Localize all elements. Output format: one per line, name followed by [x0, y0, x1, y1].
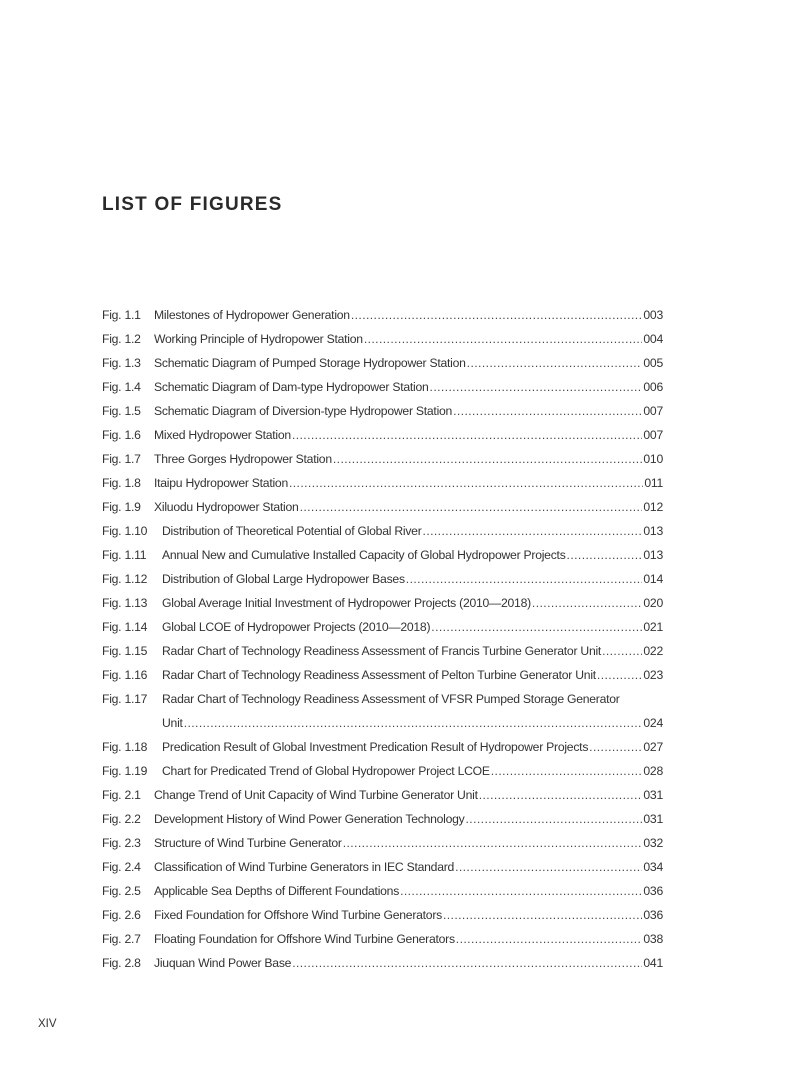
- dot-leader: [364, 332, 643, 346]
- figure-title: Change Trend of Unit Capacity of Wind Turbine Generator Unit: [154, 788, 478, 802]
- figure-label: Fig. 2.4: [102, 860, 141, 874]
- dot-leader: [406, 572, 643, 586]
- figure-label: Fig. 2.7: [102, 932, 141, 946]
- figure-label: Fig. 1.3: [102, 356, 141, 370]
- figure-label: Fig. 1.1: [102, 308, 141, 322]
- list-item[interactable]: [102, 668, 663, 692]
- list-item[interactable]: [102, 836, 663, 860]
- figure-title: Three Gorges Hydropower Station: [154, 452, 332, 466]
- list-item[interactable]: [102, 596, 663, 620]
- figure-title: Classification of Wind Turbine Generators in IEC Standard: [154, 860, 455, 874]
- figure-page: 003: [643, 308, 663, 322]
- dot-leader: [466, 812, 643, 826]
- figure-label: Fig. 2.2: [102, 812, 141, 826]
- figure-label: Fig. 1.6: [102, 428, 141, 442]
- figure-title: Applicable Sea Depths of Different Foundations: [154, 884, 400, 898]
- dot-leader: [292, 428, 642, 442]
- figure-page: 007: [643, 404, 663, 418]
- figure-label: Fig. 2.3: [102, 836, 141, 850]
- figure-label: Fig. 2.6: [102, 908, 141, 922]
- list-item[interactable]: [102, 908, 663, 932]
- figure-title: Global Average Initial Investment of Hydropower Projects (2010—2018): [162, 596, 531, 610]
- dot-leader: [431, 620, 642, 634]
- page-number: XIV: [38, 1018, 57, 1030]
- figure-page: 036: [643, 884, 663, 898]
- figure-title: Mixed Hydropower Station: [154, 428, 291, 442]
- figure-page: 012: [643, 500, 663, 514]
- figure-label: Fig. 1.9: [102, 500, 141, 514]
- figure-page: 024: [643, 716, 663, 730]
- dot-leader: [400, 884, 642, 898]
- figure-title: Structure of Wind Turbine Generator: [154, 836, 342, 850]
- figure-label: Fig. 1.4: [102, 380, 141, 394]
- figure-label: Fig. 1.17: [102, 692, 148, 706]
- dot-leader: [300, 500, 643, 514]
- list-item[interactable]: [102, 692, 663, 716]
- figure-title: Global LCOE of Hydropower Projects (2010—2018): [162, 620, 431, 634]
- figure-label: Fig. 2.5: [102, 884, 141, 898]
- dot-leader: [289, 476, 643, 490]
- list-item[interactable]: [102, 860, 663, 884]
- list-item[interactable]: [102, 452, 663, 476]
- figure-title: Radar Chart of Technology Readiness Assessment of Francis Turbine Generator Unit: [162, 644, 602, 658]
- dot-leader: [443, 908, 642, 922]
- list-item[interactable]: [102, 548, 663, 572]
- dot-leader: [602, 644, 642, 658]
- figure-label: Fig. 1.7: [102, 452, 141, 466]
- figure-label: Fig. 1.12: [102, 572, 148, 586]
- figure-page: 038: [643, 932, 663, 946]
- figure-label: Fig. 1.11: [102, 548, 147, 562]
- dot-leader: [343, 836, 643, 850]
- figure-label: Fig. 1.14: [102, 620, 148, 634]
- list-item[interactable]: [102, 428, 663, 452]
- figure-page: 023: [643, 668, 663, 682]
- figure-list: [102, 308, 663, 980]
- figure-page: 011: [644, 476, 663, 490]
- figure-title: Chart for Predicated Trend of Global Hydropower Project LCOE: [162, 764, 490, 778]
- figure-label: Fig. 2.1: [102, 788, 141, 802]
- list-item[interactable]: [102, 308, 663, 332]
- figure-page: 032: [643, 836, 663, 850]
- figure-title: Schematic Diagram of Pumped Storage Hydropower Station: [154, 356, 466, 370]
- list-item[interactable]: [102, 884, 663, 908]
- figure-label: Fig. 1.5: [102, 404, 141, 418]
- figure-title-continuation: Unit: [162, 716, 183, 730]
- figure-title: Floating Foundation for Offshore Wind Turbine Generators: [154, 932, 455, 946]
- figure-title: Development History of Wind Power Generation Technology: [154, 812, 465, 826]
- figure-title: Jiuquan Wind Power Base: [154, 956, 292, 970]
- list-item[interactable]: [102, 380, 663, 404]
- list-item[interactable]: [102, 404, 663, 428]
- dot-leader: [453, 404, 642, 418]
- figure-title: Schematic Diagram of Dam-type Hydropower Station: [154, 380, 429, 394]
- list-item[interactable]: [102, 356, 663, 380]
- figure-title: Radar Chart of Technology Readiness Assessment of VFSR Pumped Storage Generator: [162, 692, 620, 706]
- figure-label: Fig. 1.2: [102, 332, 141, 346]
- figure-page: 034: [643, 860, 663, 874]
- list-item[interactable]: [102, 788, 663, 812]
- figure-page: 006: [643, 380, 663, 394]
- list-item[interactable]: [102, 932, 663, 956]
- page-title: LIST OF FIGURES: [102, 194, 283, 215]
- figure-title: Working Principle of Hydropower Station: [154, 332, 363, 346]
- figure-title: Milestones of Hydropower Generation: [154, 308, 350, 322]
- list-item[interactable]: [102, 476, 663, 500]
- dot-leader: [423, 524, 643, 538]
- dot-leader: [455, 860, 642, 874]
- dot-leader: [456, 932, 643, 946]
- dot-leader: [491, 764, 643, 778]
- figure-page: 022: [643, 644, 663, 658]
- figure-title: Schematic Diagram of Diversion-type Hydropower Station: [154, 404, 453, 418]
- figure-page: 010: [643, 452, 663, 466]
- figure-page: 004: [643, 332, 663, 346]
- figure-page: 027: [643, 740, 663, 754]
- figure-label: Fig. 1.8: [102, 476, 141, 490]
- list-item-continuation[interactable]: [102, 716, 663, 740]
- list-item[interactable]: [102, 764, 663, 788]
- figure-title: Radar Chart of Technology Readiness Assessment of Pelton Turbine Generator Unit: [162, 668, 596, 682]
- figure-page: 031: [643, 812, 663, 826]
- figure-page: 041: [643, 956, 663, 970]
- figure-label: Fig. 1.13: [102, 596, 148, 610]
- dot-leader: [184, 716, 643, 730]
- figure-page: 005: [643, 356, 663, 370]
- figure-title: Distribution of Global Large Hydropower Bases: [162, 572, 405, 586]
- list-item[interactable]: [102, 644, 663, 668]
- figure-page: 028: [643, 764, 663, 778]
- list-item[interactable]: [102, 572, 663, 596]
- figure-title: Annual New and Cumulative Installed Capacity of Global Hydropower Projects: [162, 548, 566, 562]
- figure-label: Fig. 2.8: [102, 956, 141, 970]
- figure-title: Predication Result of Global Investment Predication Result of Hydropower Projects: [162, 740, 589, 754]
- list-item[interactable]: [102, 524, 663, 548]
- dot-leader: [430, 380, 643, 394]
- figure-page: 021: [643, 620, 663, 634]
- figure-page: 020: [643, 596, 663, 610]
- figure-label: Fig. 1.15: [102, 644, 148, 658]
- figure-label: Fig. 1.16: [102, 668, 148, 682]
- figure-label: Fig. 1.19: [102, 764, 148, 778]
- list-item[interactable]: [102, 332, 663, 356]
- dot-leader: [333, 452, 643, 466]
- figure-label: Fig. 1.10: [102, 524, 148, 538]
- list-item[interactable]: [102, 620, 663, 644]
- list-item[interactable]: [102, 812, 663, 836]
- figure-title: Xiluodu Hydropower Station: [154, 500, 299, 514]
- dot-leader: [597, 668, 642, 682]
- figure-label: Fig. 1.18: [102, 740, 148, 754]
- figure-title: Fixed Foundation for Offshore Wind Turbine Generators: [154, 908, 442, 922]
- figure-page: 036: [643, 908, 663, 922]
- figure-page: 031: [643, 788, 663, 802]
- figure-page: 013: [643, 548, 663, 562]
- dot-leader: [479, 788, 643, 802]
- figure-title: Itaipu Hydropower Station: [154, 476, 288, 490]
- dot-leader: [351, 308, 643, 322]
- dot-leader: [567, 548, 643, 562]
- list-item[interactable]: [102, 500, 663, 524]
- dot-leader: [292, 956, 642, 970]
- figure-page: 013: [643, 524, 663, 538]
- dot-leader: [532, 596, 642, 610]
- figure-page: 007: [643, 428, 663, 442]
- list-item[interactable]: [102, 956, 663, 980]
- figure-page: 014: [643, 572, 663, 586]
- dot-leader: [589, 740, 642, 754]
- dot-leader: [467, 356, 643, 370]
- list-item[interactable]: [102, 740, 663, 764]
- figure-title: Distribution of Theoretical Potential of Global River: [162, 524, 422, 538]
